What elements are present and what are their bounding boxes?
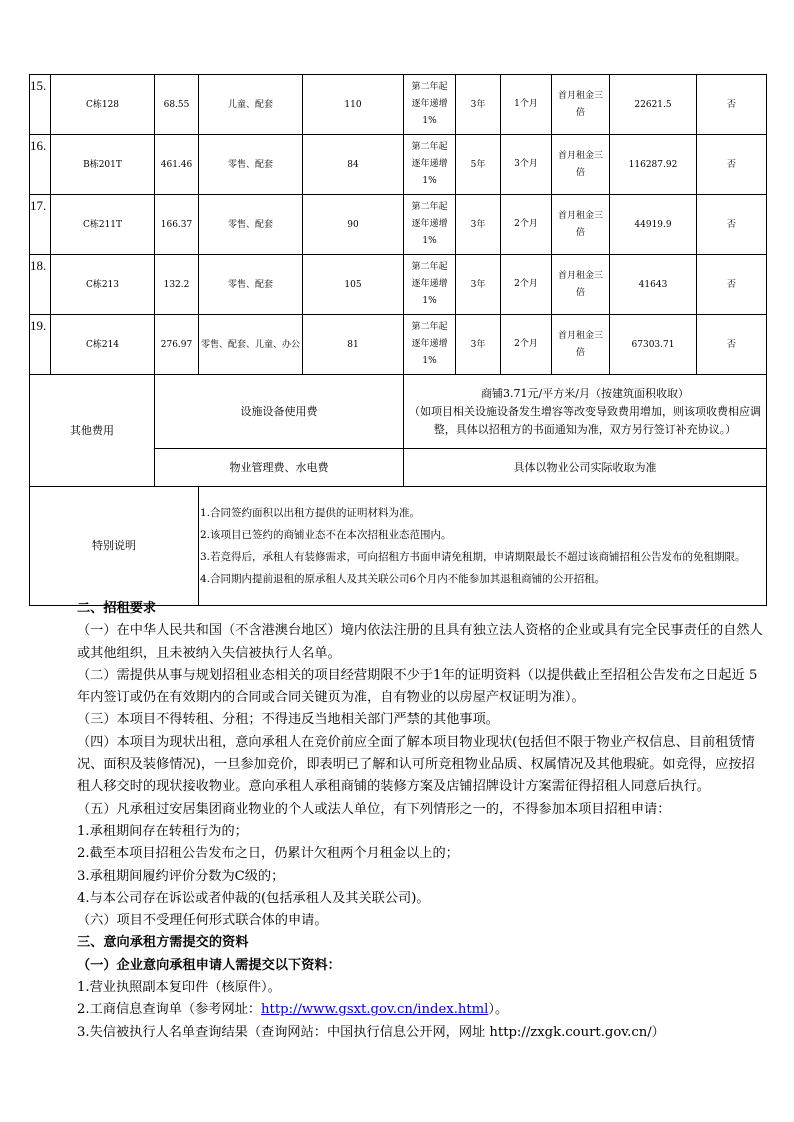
increase-cell-line: 逐年递增 xyxy=(411,339,448,349)
deposit-cell-line: 首月租金三 xyxy=(557,330,603,341)
list-item: 3.承租期间履约评价分数为C级的； xyxy=(77,868,285,884)
paragraph: （一）在中华人民共和国（不含港澳台地区）境内依法注册的且具有独立法人资格的企业或具有完全民事责任的自然人或其他组织，且未被纳入失信被执行人名单。 xyxy=(77,623,763,661)
total-cell: 44919.9 xyxy=(610,195,697,255)
increase-cell xyxy=(404,315,456,375)
increase-cell-line: 1% xyxy=(422,116,437,126)
area-cell: 461.46 xyxy=(155,135,199,195)
price-cell: 110 xyxy=(303,75,404,135)
deposit-cell xyxy=(552,195,610,255)
row-number: 15. xyxy=(30,75,51,135)
deposit-cell-line: 首月租金三 xyxy=(557,90,603,101)
increase-cell-line: 逐年递增 xyxy=(411,159,448,169)
body-text xyxy=(77,598,767,1044)
deposit-cell xyxy=(552,135,610,195)
special-note: 1.合同签约面积以出租方提供的证明材料为准。 xyxy=(200,507,421,519)
table-row xyxy=(30,75,767,135)
increase-cell xyxy=(404,135,456,195)
gsxt-link[interactable]: http://www.gsxt.gov.cn/index.html xyxy=(261,1002,489,1018)
format-cell: 零售、配套 xyxy=(199,195,303,255)
deposit-cell xyxy=(552,315,610,375)
increase-cell-line: 逐年递增 xyxy=(411,279,448,289)
other-fees-label: 其他费用 xyxy=(30,375,155,487)
mgmt-fee-value: 具体以物业公司实际收取为准 xyxy=(404,449,767,487)
facility-fee-value xyxy=(404,375,767,449)
paragraph: （二）需提供从事与规划招租业态相关的项目经营期限不少于1年的证明资料（以提供截止至招租公告发布之日起近 5 年内签订或仍在有效期内的合同或合同关键页为准，自有物业的以房屋产权证明为准）。 xyxy=(77,667,758,706)
mgmt-fee-label: 物业管理费、水电费 xyxy=(155,449,404,487)
flag-cell: 否 xyxy=(697,255,767,315)
term-cell: 3年 xyxy=(456,315,501,375)
table-row xyxy=(30,255,767,315)
deposit-cell xyxy=(552,255,610,315)
unit-cell: C栋213 xyxy=(51,255,155,315)
rentfree-cell: 1个月 xyxy=(501,75,552,135)
flag-cell: 否 xyxy=(697,315,767,375)
increase-cell-line: 1% xyxy=(422,176,437,186)
price-cell: 105 xyxy=(303,255,404,315)
total-cell: 67303.71 xyxy=(610,315,697,375)
area-cell: 68.55 xyxy=(155,75,199,135)
increase-cell-line: 第二年起 xyxy=(411,322,448,332)
rentfree-cell: 2个月 xyxy=(501,315,552,375)
unit-cell: C栋128 xyxy=(51,75,155,135)
increase-cell-line: 1% xyxy=(422,296,437,306)
term-cell: 3年 xyxy=(456,195,501,255)
list-item: 1.承租期间存在转租行为的； xyxy=(77,823,248,839)
increase-cell-line: 第二年起 xyxy=(411,142,448,152)
table-row xyxy=(30,315,767,375)
price-cell: 84 xyxy=(303,135,404,195)
special-notes-label: 特别说明 xyxy=(30,487,199,606)
facility-fee-amount: 商铺3.71元/平方米/月（按建筑面积收取） xyxy=(481,386,689,400)
term-cell: 3年 xyxy=(456,255,501,315)
table-row xyxy=(30,195,767,255)
special-note: 2.该项目已签约的商铺业态不在本次招租业态范围内。 xyxy=(200,529,452,541)
format-cell: 零售、配套 xyxy=(199,255,303,315)
section-2-title: 二、招租要求 xyxy=(77,601,157,616)
increase-cell xyxy=(404,255,456,315)
deposit-cell xyxy=(552,75,610,135)
list-item: 4.与本公司存在诉讼或者仲裁的(包括承租人及其关联公司)。 xyxy=(77,890,430,906)
row-number: 19. xyxy=(30,315,51,375)
increase-cell-line: 1% xyxy=(422,236,437,246)
facility-fee-note: （如项目相关设施设备发生增容等改变导致费用增加，则该项收费相应调整，具体以招租方的书面通知为准，双方另行签订补充协议。） xyxy=(409,404,761,436)
list-item-text: ）。 xyxy=(488,1002,509,1018)
format-cell: 零售、配套 xyxy=(199,135,303,195)
format-cell: 零售、配套、儿童、办公 xyxy=(199,315,303,375)
deposit-cell-line: 倍 xyxy=(575,167,585,178)
special-notes-row xyxy=(30,487,767,606)
area-cell: 166.37 xyxy=(155,195,199,255)
deposit-cell-line: 首月租金三 xyxy=(557,210,603,221)
increase-cell-line: 1% xyxy=(422,356,437,366)
list-item: 3.失信被执行人名单查询结果（查询网站：中国执行信息公开网，网址 http://zxgk.court.gov.cn/） xyxy=(77,1024,665,1040)
row-number: 18. xyxy=(30,255,51,315)
unit-cell: C栋211T xyxy=(51,195,155,255)
lease-table xyxy=(29,74,767,606)
total-cell: 116287.92 xyxy=(610,135,697,195)
row-number: 16. xyxy=(30,135,51,195)
increase-cell-line: 逐年递增 xyxy=(411,99,448,109)
price-cell: 90 xyxy=(303,195,404,255)
total-cell: 41643 xyxy=(610,255,697,315)
deposit-cell-line: 倍 xyxy=(575,227,585,238)
rentfree-cell: 2个月 xyxy=(501,255,552,315)
table-row xyxy=(30,135,767,195)
other-fees-row-facility xyxy=(30,375,767,449)
rentfree-cell: 2个月 xyxy=(501,195,552,255)
paragraph: （六）项目不受理任何形式联合体的申请。 xyxy=(77,913,328,929)
unit-cell: C栋214 xyxy=(51,315,155,375)
increase-cell xyxy=(404,75,456,135)
list-item: 2.截至本项目招租公告发布之日，仍累计欠租两个月租金以上的； xyxy=(77,846,459,862)
special-notes-content xyxy=(199,487,767,606)
row-number: 17. xyxy=(30,195,51,255)
increase-cell-line: 第二年起 xyxy=(411,202,448,212)
flag-cell: 否 xyxy=(697,135,767,195)
total-cell: 22621.5 xyxy=(610,75,697,135)
area-cell: 276.97 xyxy=(155,315,199,375)
flag-cell: 否 xyxy=(697,195,767,255)
unit-cell: B栋201T xyxy=(51,135,155,195)
price-cell: 81 xyxy=(303,315,404,375)
special-note: 3.若竞得后，承租人有装修需求，可向招租方书面申请免租期，申请期限最长不超过该商铺招租公告发布的免租期限。 xyxy=(200,551,746,563)
deposit-cell-line: 倍 xyxy=(575,347,585,358)
list-item: 1.营业执照副本复印件（核原件）。 xyxy=(77,980,281,996)
subsection-title: （一）企业意向承租申请人需提交以下资料： xyxy=(77,957,341,973)
deposit-cell-line: 倍 xyxy=(575,287,585,298)
list-item xyxy=(77,999,767,1021)
increase-cell-line: 第二年起 xyxy=(411,82,448,92)
paragraph: （四）本项目为现状出租，意向承租人在竞价前应全面了解本项目物业现状(包括但不限于物业产权信息、目前租赁情况、面积及装修情况)，一旦参加竞价，即表明已了解和认可所竞租物业品质、权属情况及其他瑕疵。如竞得，应按招租人移交时的现状接收物业。意向承租人承租商铺的装修方案及店铺招牌设计方案需征得招租人同意后执行。 xyxy=(77,734,755,795)
special-note: 4.合同期内提前退租的原承租人及其关联公司6个月内不能参加其退租商铺的公开招租。 xyxy=(200,573,606,585)
facility-fee-label: 设施设备使用费 xyxy=(155,375,404,449)
list-item-text: 2.工商信息查询单（参考网址： xyxy=(77,1002,262,1018)
increase-cell-line: 第二年起 xyxy=(411,262,448,272)
rentfree-cell: 3个月 xyxy=(501,135,552,195)
format-cell: 儿童、配套 xyxy=(199,75,303,135)
deposit-cell-line: 倍 xyxy=(575,107,585,118)
deposit-cell-line: 首月租金三 xyxy=(557,150,603,161)
term-cell: 5年 xyxy=(456,135,501,195)
paragraph: （三）本项目不得转租、分租；不得违反当地相关部门严禁的其他事项。 xyxy=(77,712,499,728)
increase-cell xyxy=(404,195,456,255)
deposit-cell-line: 首月租金三 xyxy=(557,270,603,281)
flag-cell: 否 xyxy=(697,75,767,135)
area-cell: 132.2 xyxy=(155,255,199,315)
section-3-title: 三、意向承租方需提交的资料 xyxy=(77,935,249,951)
increase-cell-line: 逐年递增 xyxy=(411,219,448,229)
paragraph: （五）凡承租过安居集团商业物业的个人或法人单位，有下列情形之一的，不得参加本项目招租申请： xyxy=(77,801,671,817)
term-cell: 3年 xyxy=(456,75,501,135)
